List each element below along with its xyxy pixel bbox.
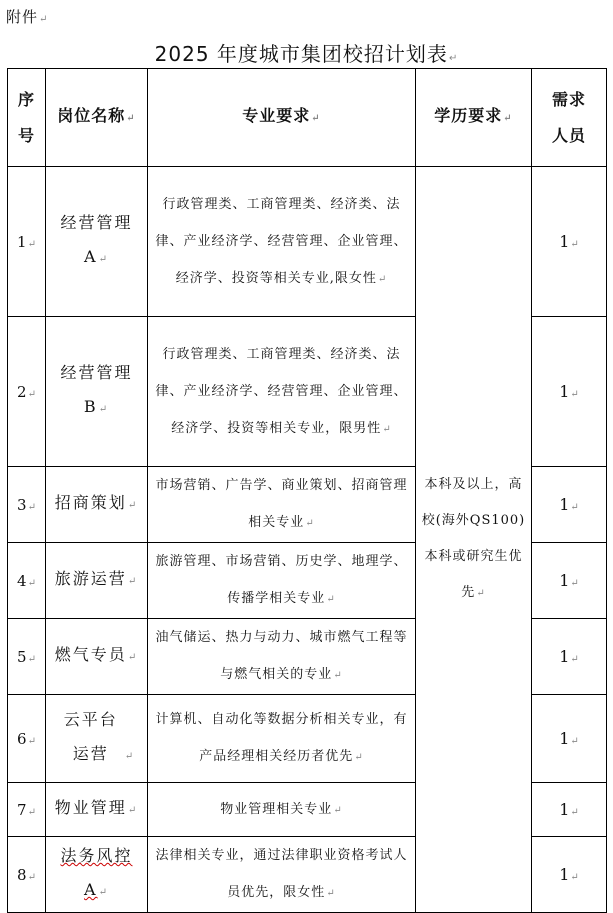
row-headcount: 1↵ — [532, 619, 607, 695]
header-major-requirement: 专业要求↵ — [148, 69, 416, 167]
table-row — [8, 167, 607, 317]
row-major: 市场营销、广告学、商业策划、招商管理相关专业↵ — [148, 467, 416, 543]
row-position-name: 旅游运营↵ — [46, 543, 148, 619]
row-no: 5↵ — [8, 619, 46, 695]
row-major: 行政管理类、工商管理类、经济类、法律、产业经济学、经营管理、企业管理、经济学、投资等相关专业,限女性↵ — [148, 167, 416, 317]
row-major: 行政管理类、工商管理类、经济类、法律、产业经济学、经营管理、企业管理、经济学、投资等相关专业，限男性↵ — [148, 317, 416, 467]
row-position-name: 法务风控 A↵ — [46, 837, 148, 913]
row-major: 旅游管理、市场营销、历史学、地理学、传播学相关专业↵ — [148, 543, 416, 619]
row-headcount: 1↵ — [532, 543, 607, 619]
row-position-name: 燃气专员↵ — [46, 619, 148, 695]
header-no: 序号 — [8, 69, 46, 167]
row-no: 6↵ — [8, 695, 46, 783]
row-no: 7↵ — [8, 783, 46, 837]
table-header-row — [8, 69, 607, 167]
row-major: 法律相关专业，通过法律职业资格考试人员优先，限女性↵ — [148, 837, 416, 913]
row-major: 物业管理相关专业↵ — [148, 783, 416, 837]
header-position-name: 岗位名称↵ — [46, 69, 148, 167]
row-position-name: 云平台运营 ↵ — [46, 695, 148, 783]
row-headcount: 1↵ — [532, 695, 607, 783]
row-no: 1↵ — [8, 167, 46, 317]
row-headcount: 1↵ — [532, 317, 607, 467]
row-headcount: 1↵ — [532, 167, 607, 317]
attachment-label: 附件↵ — [6, 8, 49, 26]
header-education-requirement: 学历要求↵ — [416, 69, 532, 167]
document-title: 2025 年度城市集团校招计划表↵ — [154, 42, 459, 66]
row-no: 4↵ — [8, 543, 46, 619]
row-no: 8↵ — [8, 837, 46, 913]
education-requirement-cell: 本科及以上，高校(海外QS100)本科或研究生优先↵ — [416, 167, 532, 913]
header-headcount: 需求人员 — [532, 69, 607, 167]
row-headcount: 1↵ — [532, 837, 607, 913]
row-major: 油气储运、热力与动力、城市燃气工程等与燃气相关的专业↵ — [148, 619, 416, 695]
row-position-name: 招商策划↵ — [46, 467, 148, 543]
row-headcount: 1↵ — [532, 783, 607, 837]
row-headcount: 1↵ — [532, 467, 607, 543]
recruitment-plan-table — [7, 68, 607, 913]
row-position-name: 经营管理 B↵ — [46, 317, 148, 467]
row-position-name: 经营管理 A↵ — [46, 167, 148, 317]
row-major: 计算机、自动化等数据分析相关专业，有产品经理相关经历者优先↵ — [148, 695, 416, 783]
row-position-name: 物业管理↵ — [46, 783, 148, 837]
row-no: 3↵ — [8, 467, 46, 543]
row-no: 2↵ — [8, 317, 46, 467]
